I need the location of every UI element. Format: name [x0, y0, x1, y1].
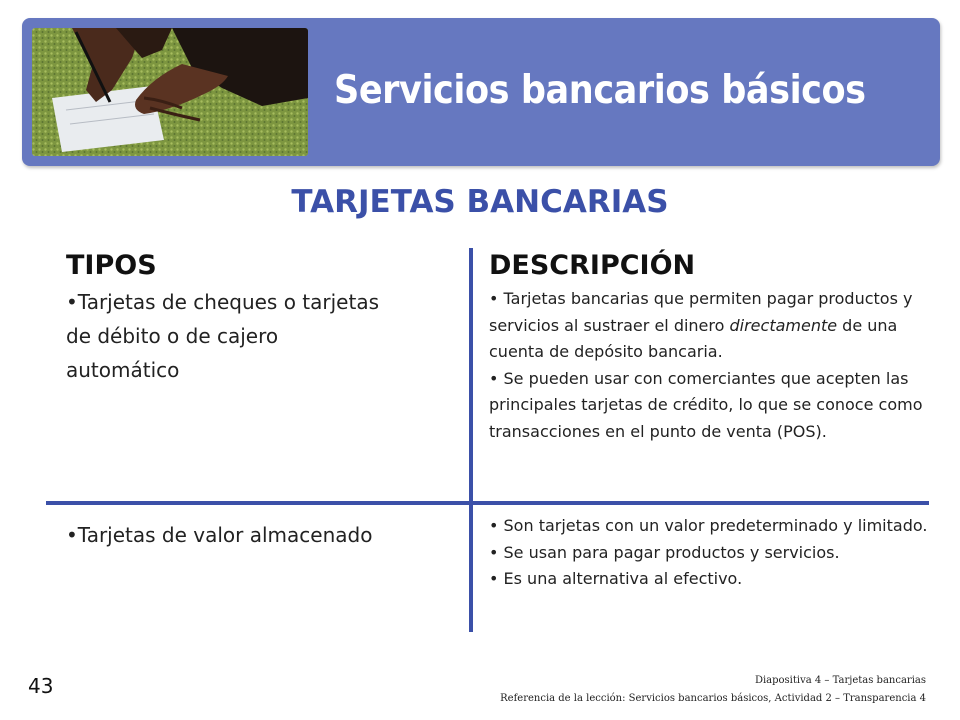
description-bullet: • Son tarjetas con un valor predeterminado y limitado. — [489, 516, 928, 535]
table-horizontal-divider — [46, 501, 929, 505]
footer-line-reference: Referencia de la lección: Servicios bancarios básicos, Actividad 2 – Transparencia 4 — [500, 693, 926, 704]
description-stored-value-cards — [489, 513, 929, 593]
tipo-line: automático — [66, 358, 180, 382]
tipo-stored-value-cards — [66, 518, 466, 552]
emphasis-text: directamente — [729, 315, 838, 335]
footer-line-slide: Diapositiva 4 – Tarjetas bancarias — [754, 675, 926, 686]
table-vertical-divider — [469, 248, 473, 632]
hand-signing-check-photo — [32, 28, 308, 156]
tipo-debit-cards — [66, 285, 466, 387]
bullet-text: de una cuenta de depósito bancaria. — [489, 315, 898, 361]
tipo-line: •Tarjetas de valor almacenado — [66, 523, 373, 547]
photo-illustration — [32, 28, 308, 156]
column-header-descripcion: DESCRIPCIÓN — [489, 250, 696, 281]
description-debit-cards — [489, 286, 929, 445]
description-bullet — [489, 286, 929, 366]
description-bullet: • Se pueden usar con comerciantes que acepten las principales tarjetas de crédito, lo que se conoce como transacciones en el punto de venta (POS). — [489, 368, 923, 441]
banner-title: Servicios bancarios básicos — [334, 68, 866, 113]
description-bullet: • Es una alternativa al efectivo. — [489, 569, 743, 588]
tipo-line: de débito o de cajero — [66, 324, 279, 348]
column-header-tipos: TIPOS — [66, 250, 157, 281]
bullet-text: • Tarjetas bancarias que permiten pagar productos y servicios al sustraer el dinero — [489, 289, 913, 335]
footer-reference — [500, 672, 926, 708]
slide-title: TARJETAS BANCARIAS — [291, 184, 669, 220]
description-bullet: • Se usan para pagar productos y servicios. — [489, 542, 840, 562]
tipo-line: •Tarjetas de cheques o tarjetas — [66, 290, 379, 314]
header-banner — [22, 18, 940, 166]
page-number: 43 — [28, 674, 54, 698]
